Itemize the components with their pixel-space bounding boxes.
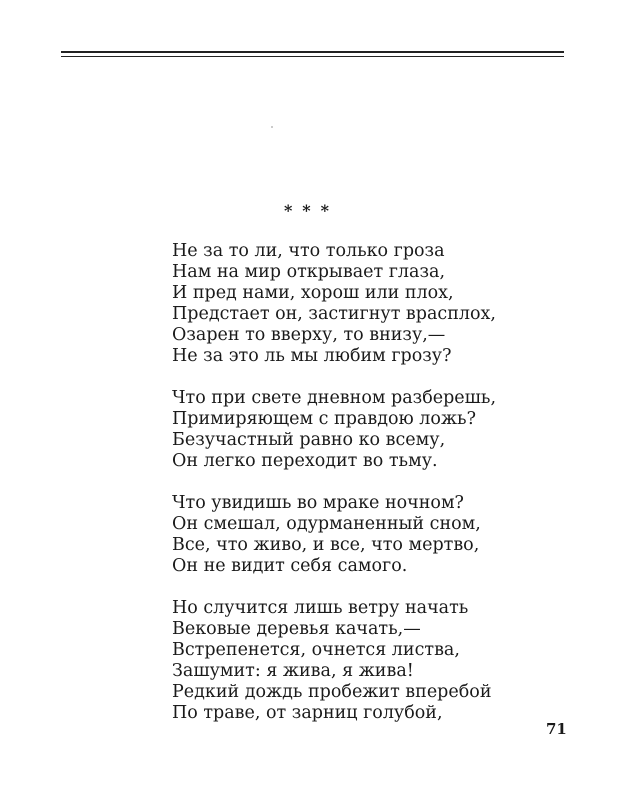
poem-line: Все, что живо, и все, что мертво, (172, 535, 480, 555)
page-number: 71 (546, 720, 567, 738)
poem-line: Что при свете дневном разберешь, (172, 388, 497, 408)
poem-line: Предстает он, застигнут врасплох, (172, 304, 496, 324)
poem-line: Он легко переходит во тьму. (172, 451, 438, 471)
poem-line: Встрепенется, очнется листва, (172, 640, 460, 660)
header-rule-top (61, 51, 564, 53)
stanza-4 (172, 598, 592, 724)
poem (172, 241, 592, 745)
poem-line: Озарен то вверху, то внизу,— (172, 325, 446, 345)
poem-line: Что увидишь во мраке ночном? (172, 493, 464, 513)
poem-line: Не за это ль мы любим грозу? (172, 346, 452, 366)
poem-line: Он смешал, одурманенный сном, (172, 514, 481, 534)
poem-line: Безучастный равно ко всему, (172, 430, 446, 450)
poem-line: Нам на мир открывает глаза, (172, 262, 446, 282)
poem-line: Не за то ли, что только гроза (172, 241, 445, 261)
poem-line: И пред нами, хорош или плох, (172, 283, 454, 303)
poem-line: Редкий дождь пробежит вперебой (172, 682, 492, 702)
stanza-1 (172, 241, 592, 367)
poem-line: Но случится лишь ветру начать (172, 598, 469, 618)
section-separator: *** (283, 201, 340, 220)
poem-line: Вековые деревья качать,— (172, 619, 421, 639)
print-speck (271, 126, 273, 128)
poem-line: Примиряющем с правдою ложь? (172, 409, 476, 429)
stanza-2 (172, 388, 592, 472)
header-rule-bottom (61, 56, 564, 57)
poem-line: По траве, от зарниц голубой, (172, 703, 443, 723)
poem-line: Он не видит себя самого. (172, 556, 408, 576)
stanza-3 (172, 493, 592, 577)
poem-line: Зашумит: я жива, я жива! (172, 661, 414, 681)
